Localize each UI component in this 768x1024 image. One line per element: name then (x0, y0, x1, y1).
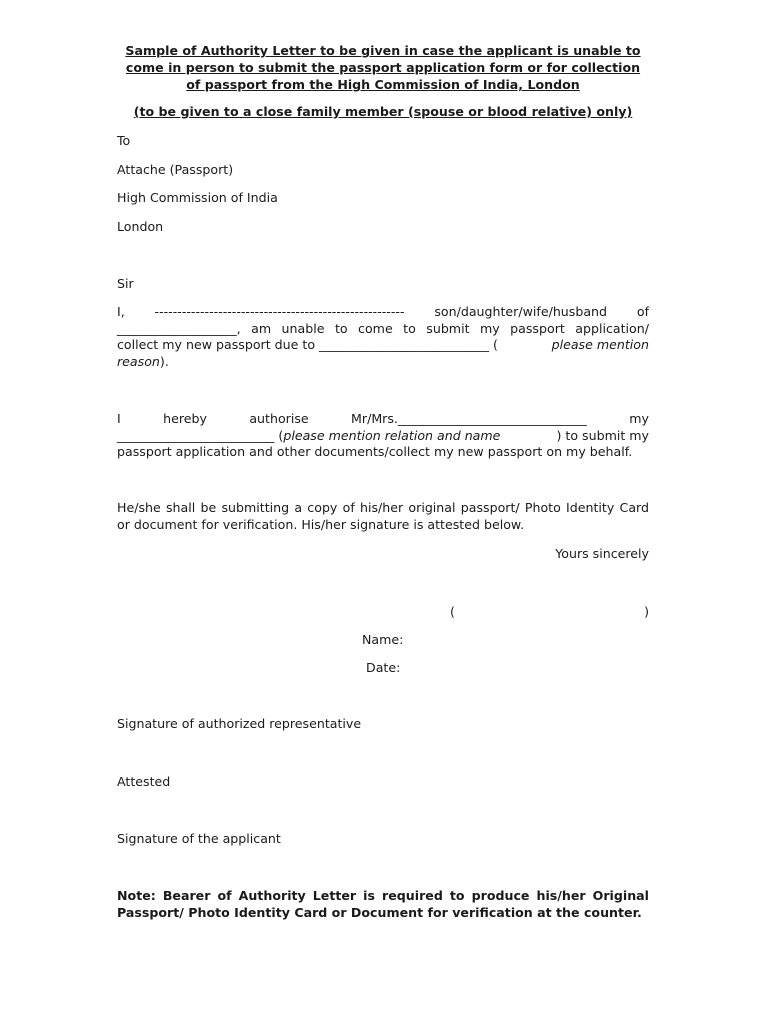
salutation: Sir (117, 276, 134, 291)
signature-representative-label: Signature of authorized representative (117, 716, 362, 731)
para1-word: of (636, 304, 649, 319)
para2-line-2-end: ) to submit my (556, 427, 649, 443)
signature-parentheses (450, 604, 649, 621)
attested-label: Attested (117, 774, 171, 789)
closing: Yours sincerely (555, 546, 649, 561)
address-line-2: High Commission of India (117, 190, 278, 205)
para1-line-2: ___________________, am unable to come to submit my passport application/ (117, 320, 649, 336)
para1-end: ). (159, 353, 169, 369)
para1-line-4 (117, 354, 649, 371)
para1-line-3 (117, 337, 649, 354)
para1-line-1 (117, 304, 649, 321)
para2-line-3: passport application and other documents/collect my new passport on my behalf. (117, 444, 633, 459)
para2-word: hereby (163, 411, 207, 426)
paragraph-verification: He/she shall be submitting a copy of his/her original passport/ Photo Identity Card or document for verification. His/her signature is attested below. (117, 500, 649, 532)
address-line-3: London (117, 219, 164, 234)
para2-word: my (629, 411, 649, 426)
relation-blank: _________________________ ( (117, 427, 284, 443)
paragraph-unable-to-come (117, 304, 649, 370)
signature-applicant-label: Signature of the applicant (117, 831, 281, 846)
note: Note: Bearer of Authority Letter is required to produce his/her Original Passport/ Photo Identity Card or Document for verification at the counter. (117, 888, 649, 920)
representative-name-blank: Mr/Mrs.______________________________ (351, 411, 587, 426)
name-label: Name: (362, 632, 404, 647)
para2-line-2 (117, 428, 649, 445)
relation-hint: please mention relation and name (283, 427, 501, 443)
para2-word: I (117, 411, 121, 426)
para1-word: son/daughter/wife/husband (434, 304, 608, 319)
address-line-1: Attache (Passport) (117, 162, 234, 177)
para2-word: authorise (249, 411, 309, 426)
paren-open: ( (450, 604, 455, 619)
date-label: Date: (366, 660, 401, 675)
page-title: Sample of Authority Letter to be given in case the applicant is unable to come in person to submit the passport application form or for collection of passport from the High Commission of India, London (125, 43, 641, 92)
paren-close: ) (644, 604, 649, 619)
paragraph-authorise (117, 411, 649, 461)
page-subtitle: (to be given to a close family member (spouse or blood relative) only) (133, 104, 633, 119)
name-blank: ------------------------------------------------------- (154, 304, 405, 319)
address-to: To (117, 133, 131, 148)
reason-hint: please mention (551, 337, 649, 352)
para2-line-1 (117, 411, 649, 428)
para1-word: I, (117, 304, 125, 319)
reason-hint-end: reason (117, 353, 160, 369)
reason-blank: collect my new passport due to ___________________________ ( (117, 337, 498, 352)
